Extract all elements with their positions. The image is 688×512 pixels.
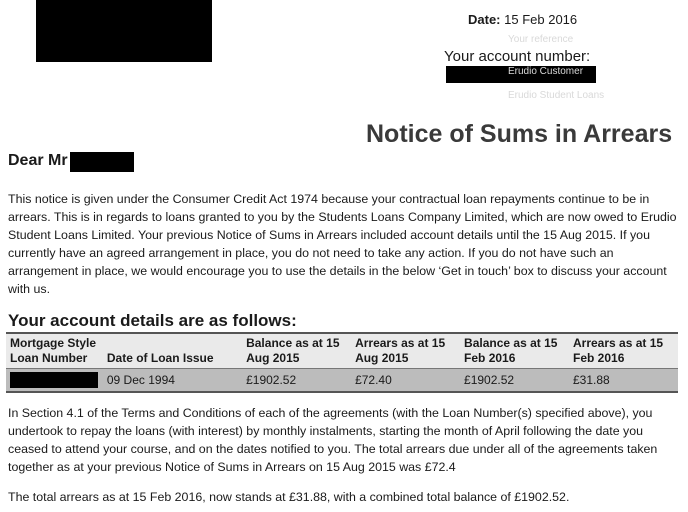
arrears-aug-2015-cell: £72.40 [351, 369, 460, 393]
date-line [468, 12, 577, 27]
column-header-balance-aug-2015: Balance as at 15 Aug 2015 [242, 333, 351, 369]
redacted-address-block [36, 0, 212, 62]
column-header-arrears-feb-2016: Arrears as at 15 Feb 2016 [569, 333, 678, 369]
faint-text-3: Erudio Student Loans [508, 90, 605, 101]
arrears-feb-2016-cell: £31.88 [569, 369, 678, 393]
loan-number-cell [6, 369, 103, 393]
date-value: 15 Feb 2016 [504, 12, 578, 27]
faint-text-2: Erudio Customer [508, 66, 584, 77]
redacted-surname [70, 152, 134, 172]
account-number-label: Your account number: [444, 48, 591, 65]
salutation: Dear Mr [8, 152, 68, 169]
balance-aug-2015-cell: £1902.52 [242, 369, 351, 393]
intro-paragraph: This notice is given under the Consumer Credit Act 1974 because your contractual loan repayments continue to be in arrears. This is in regards to loans granted to you by the Students Loans Company Limited, which are now owed to Erudio Student Loans Limited. Your previous Notice of Sums in Arrears included account details until the 15 Aug 2015. If you currently have an agreed arrangement in place, you do not need to take any action. If you do not have such an arrangement in place, we would encourage you to use the details in the below ‘Get in touch’ box to discuss your account with us. [8, 192, 677, 296]
terms-paragraph: In Section 4.1 of the Terms and Conditions of each of the agreements (with the Loan Number(s) specified above), you undertook to repay the loans (with interest) by monthly instalments, starting the month of April following the date you ceased to attend your course, and on the dates notified to you. The total arrears due under all of the agreements taken together as at your previous Notice of Sums in Arrears on 15 Aug 2015 was £72.4 [8, 406, 658, 474]
notice-title: Notice of Sums in Arrears [366, 120, 673, 148]
table-header-row [6, 333, 678, 369]
account-details-table [6, 332, 678, 393]
faint-text-1: Your reference [508, 34, 574, 45]
account-details-heading: Your account details are as follows: [8, 311, 297, 330]
total-arrears-paragraph: The total arrears as at 15 Feb 2016, now stands at £31.88, with a combined total balance of £1902.52. [8, 490, 570, 504]
date-label: Date: [468, 12, 501, 27]
date-of-issue-cell: 09 Dec 1994 [103, 369, 242, 393]
column-header-arrears-aug-2015: Arrears as at 15 Aug 2015 [351, 333, 460, 369]
column-header-date-of-issue: Date of Loan Issue [103, 333, 242, 369]
table-row [6, 369, 678, 393]
column-header-loan-number: Mortgage Style Loan Number [6, 333, 103, 369]
balance-feb-2016-cell: £1902.52 [460, 369, 569, 393]
redacted-loan-number [10, 372, 98, 388]
column-header-balance-feb-2016: Balance as at 15 Feb 2016 [460, 333, 569, 369]
